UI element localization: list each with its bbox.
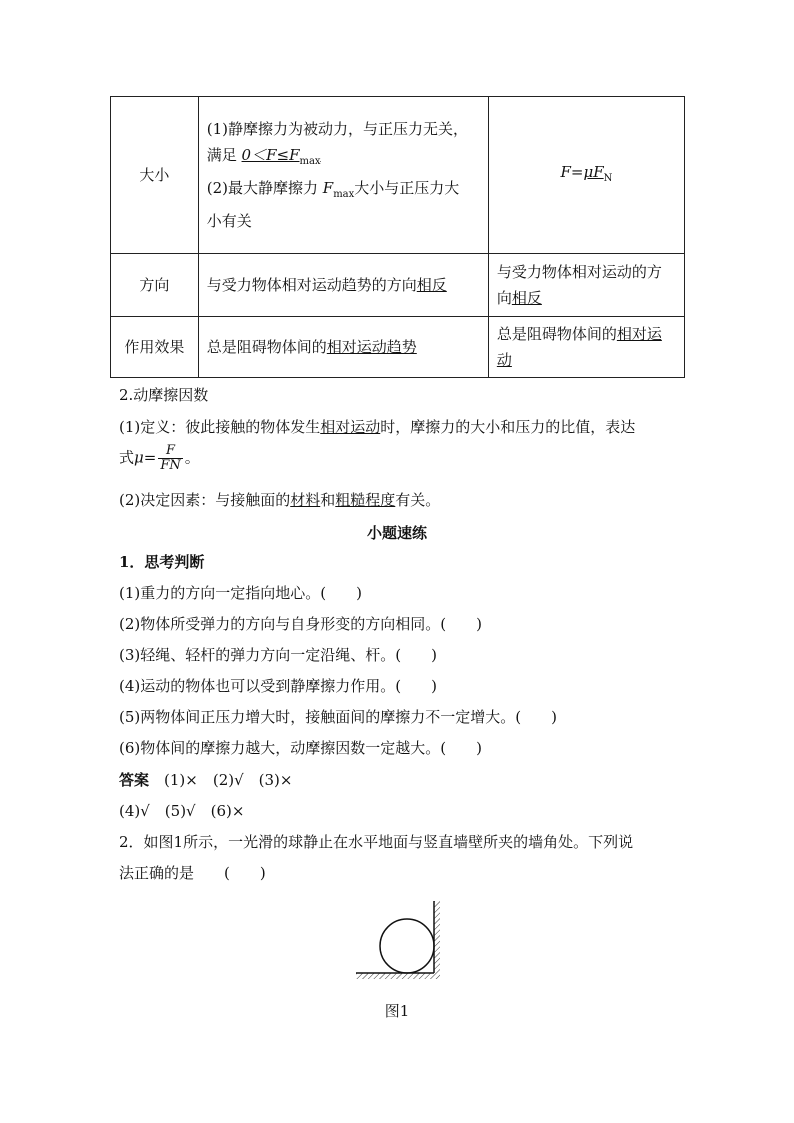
judgment-item-1: (1)重力的方向一定指向地心。( ) (119, 584, 362, 602)
judgment-item-5: (5)两物体间正压力增大时，接触面间的摩擦力不一定增大。( ) (119, 708, 557, 726)
definition-line1: (1)定义：彼此接触的物体发生相对运动时，摩擦力的大小和压力的比值，表达 (119, 418, 636, 436)
static-magnitude-line2: 满足 $0<F\le F_{max}$ (206, 146, 321, 167)
judgment-item-3: (3)轻绳、轻杆的弹力方向一定沿绳、杆。( ) (119, 646, 437, 664)
judgment-item-6: (6)物体间的摩擦力越大，动摩擦因数一定越大。( ) (119, 739, 482, 757)
answer-line1: 答案 (1)× (2)√ (3)× (119, 771, 293, 789)
static-friction-effect: 总是阻碍物体间的相对运动趋势 (198, 317, 488, 378)
question2-line2: 法正确的是 ( ) (119, 864, 266, 882)
row-header-direction: 方向 (111, 254, 199, 317)
table-row-direction (111, 254, 685, 317)
question1-title: 1．思考判断 (119, 553, 205, 571)
friction-comparison-table (110, 96, 685, 378)
figure-caption: 图1 (384, 1002, 410, 1020)
kinetic-friction-direction: 与受力物体相对运动的方 向相反 (488, 254, 684, 317)
table-row-magnitude (111, 97, 685, 254)
question2-line1: 2．如图1所示，一光滑的球静止在水平地面与竖直墙壁所夹的墙角处。下列说 (119, 833, 634, 851)
judgment-item-2: (2)物体所受弹力的方向与自身形变的方向相同。( ) (119, 615, 482, 633)
static-friction-direction: 与受力物体相对运动趋势的方向相反 (198, 254, 488, 317)
ground-hatch (356, 973, 440, 979)
static-magnitude-line4: 小有关 (206, 212, 252, 230)
row-header-magnitude: 大小 (111, 97, 199, 254)
kinetic-friction-magnitude: $F=\mu F_N$ (488, 97, 684, 254)
judgment-item-4: (4)运动的物体也可以受到静摩擦力作用。( ) (119, 677, 437, 695)
kinetic-friction-effect: 总是阻碍物体间的相对运 动 (488, 317, 684, 378)
practice-title: 小题速练 (366, 524, 427, 542)
section-title-kinetic-coefficient: 2.动摩擦因数 (119, 386, 209, 404)
definition-line2: 式μ= $\frac{F}{FN}$ 。 (119, 443, 200, 473)
determining-factors: (2)决定因素：与接触面的材料和粗糙程度有关。 (119, 491, 441, 509)
static-friction-magnitude (198, 97, 488, 254)
wall-hatch (434, 901, 440, 973)
ball-in-corner-figure (350, 895, 450, 989)
ball (380, 919, 434, 973)
static-magnitude-line3: (2)最大静摩擦力 $F_{max}$大小与正压力大 (206, 179, 460, 200)
static-magnitude-line1: (1)静摩擦力为被动力，与正压力无关， (206, 120, 468, 138)
row-header-effect: 作用效果 (111, 317, 199, 378)
mu-fraction: $\frac{F}{FN}$ (160, 443, 181, 473)
answer-line2: (4)√ (5)√ (6)× (119, 802, 245, 820)
table-row-effect (111, 317, 685, 378)
